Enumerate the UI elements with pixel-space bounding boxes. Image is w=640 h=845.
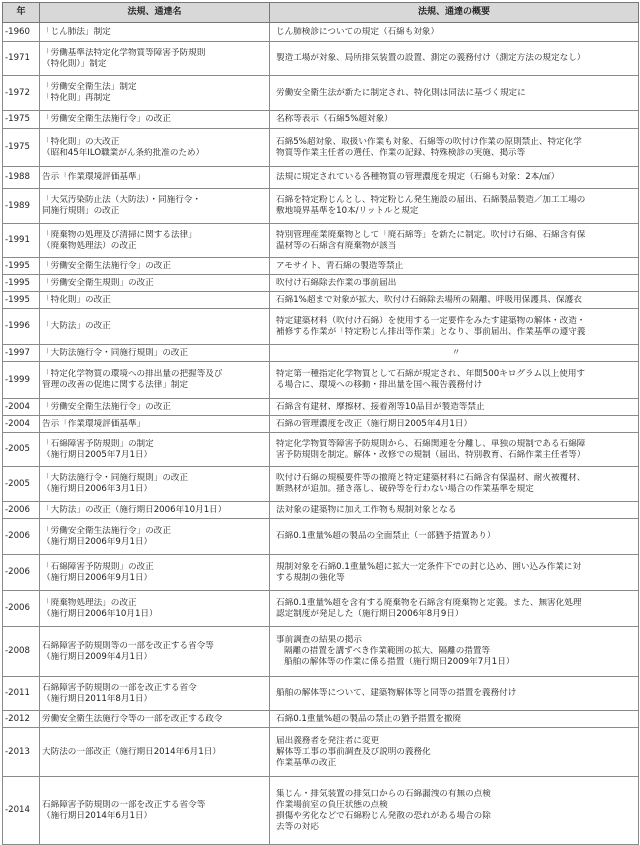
year-cell: -2014 xyxy=(3,777,40,845)
table-row xyxy=(3,292,639,309)
table-row xyxy=(3,519,639,555)
year-cell: -1975 xyxy=(3,111,40,129)
table-row xyxy=(3,167,639,189)
summary-cell xyxy=(270,502,639,519)
year-cell: -2005 xyxy=(3,467,40,502)
summary-line: 石綿0.1重量%超を含有する廃棄物を石綿含有廃棄物と定義。また、無害化処理 xyxy=(276,597,582,608)
year-cell: -2006 xyxy=(3,502,40,519)
law-name-cell xyxy=(40,627,270,677)
summary-cell xyxy=(270,399,639,416)
law-name-cell xyxy=(40,258,270,275)
law-name-line: 大防法の一部改正（施行期日2014年6月1日） xyxy=(42,746,221,757)
summary-line: 温材等の石綿含有廃棄物が該当 xyxy=(276,240,397,251)
law-name-line: 「特化則」の改正 xyxy=(42,294,111,305)
year-cell: -2006 xyxy=(3,591,40,627)
summary-cell xyxy=(270,416,639,433)
law-name-line: 「特化則」再制定 xyxy=(42,93,111,103)
law-name-cell xyxy=(40,292,270,309)
year-cell: -1995 xyxy=(3,292,40,309)
summary-line: 特別管理産業廃棄物として「廃石綿等」を新たに制定。吹付け石綿、石綿含有保 xyxy=(276,229,586,240)
law-name-cell xyxy=(40,677,270,711)
law-name-line: 「大防法」の改正 xyxy=(42,321,111,331)
summary-line: 事前調査の結果の掲示 xyxy=(276,635,362,645)
law-name-line: 「特定化学物質の環境への排出量の把握等及び xyxy=(42,369,223,379)
law-name-line: （廃棄物処理法）の改正 xyxy=(42,240,137,251)
summary-line: 特定建築材料（吹付け石綿）を使用する一定要件をみたす建築物の解体・改造・ xyxy=(276,315,586,326)
year-cell: -1972 xyxy=(3,76,40,111)
table-row xyxy=(3,591,639,627)
table-row xyxy=(3,309,639,345)
law-name-line: 労働安全衛生法施行令等の一部を改正する政令 xyxy=(42,713,223,724)
summary-line: 吹付け石綿除去作業の事前届出 xyxy=(276,277,397,288)
table-row xyxy=(3,76,639,111)
law-name-line: 石綿障害予防規則の一部を改正する省令等 xyxy=(42,799,206,810)
table-row xyxy=(3,555,639,591)
law-name-cell xyxy=(40,399,270,416)
summary-line: 物質等作業主任者の選任、作業の記録、特殊検診の実施、掲示等 xyxy=(276,147,526,158)
summary-cell xyxy=(270,42,639,76)
year-cell: -2004 xyxy=(3,416,40,433)
table-row xyxy=(3,728,639,777)
header-summary: 法規、通達の概要 xyxy=(270,3,639,23)
summary-line: 認定制度が発足した（施行期日2006年8月9日） xyxy=(276,608,464,619)
law-name-line: （施行期日2006年9月1日） xyxy=(42,536,153,547)
summary-cell xyxy=(270,555,639,591)
law-name-cell xyxy=(40,23,270,42)
table-row xyxy=(3,345,639,362)
law-name-line: 「大気汚染防止法（大防法）・同施行令・ xyxy=(42,195,201,205)
law-name-cell xyxy=(40,309,270,345)
summary-cell xyxy=(270,111,639,129)
asbestos-regulation-table xyxy=(2,2,639,845)
summary-line: アモサイト、青石綿の製造等禁止 xyxy=(276,260,404,271)
summary-line: 特定化学物質等障害予防規則から、石綿関連を分離し、単独の規制である石綿障 xyxy=(276,438,586,449)
summary-line: 石綿を特定粉じんとし、特定粉じん発生施設の届出、石綿製品製造／加工工場の xyxy=(276,195,586,205)
law-name-cell xyxy=(40,711,270,728)
law-name-line: （特化則）」制定 xyxy=(42,58,107,69)
year-cell: -1995 xyxy=(3,258,40,275)
table-row xyxy=(3,502,639,519)
summary-line: 害予防規則を制定。解体・改修での規制（届出、特別教育、石綿作業主任者等） xyxy=(276,449,586,460)
summary-line: 届出義務者を発注者に変更 xyxy=(276,735,380,746)
summary-line: 〃 xyxy=(451,347,461,358)
law-name-line: 同施行規則」の改正 xyxy=(42,206,120,216)
law-name-line: 「石綿障害予防規則」の改正 xyxy=(42,561,154,572)
year-cell: -2011 xyxy=(3,677,40,711)
summary-line: 石綿の管理濃度を改正（施行期日2005年4月1日） xyxy=(276,418,473,429)
law-name-line: 「労働基準法特定化学物質等障害予防規則 xyxy=(42,47,206,58)
summary-cell xyxy=(270,292,639,309)
law-name-line: （施行期日2014年6月1日） xyxy=(42,810,153,821)
summary-cell xyxy=(270,591,639,627)
law-name-line: 「労働安全衛生法施行令」の改正 xyxy=(42,401,171,412)
law-name-line: 石綿障害予防規則等の一部を改正する省令等 xyxy=(42,640,214,651)
summary-line: 隔離の措置を講ずべき作業範囲の拡大、隔離の措置等 xyxy=(284,646,491,656)
year-cell: -2012 xyxy=(3,711,40,728)
summary-line: 補修する作業が「特定粉じん排出等作業」となり、事前届出、作業基準の遵守義 xyxy=(276,326,586,337)
summary-cell xyxy=(270,345,639,362)
summary-cell xyxy=(270,167,639,189)
summary-line: 製造工場が対象、局所排気装置の設置、測定の義務付け（測定方法の規定なし） xyxy=(276,53,586,63)
year-cell: -2013 xyxy=(3,728,40,777)
summary-cell xyxy=(270,23,639,42)
law-name-line: 「労働安全衛生法施行令」の改正 xyxy=(42,525,171,536)
table-row xyxy=(3,777,639,845)
table-row xyxy=(3,711,639,728)
table-row xyxy=(3,275,639,292)
year-cell: -2005 xyxy=(3,433,40,467)
summary-line: 集じん・排気装置の排気口からの石綿漏洩の有無の点検 xyxy=(276,788,491,799)
summary-cell xyxy=(270,728,639,777)
summary-line: 石綿0.1重量%超の製品の全面禁止（一部猶予措置あり） xyxy=(276,531,496,541)
summary-line: 石綿1%超まで対象が拡大、吹付け石綿除去場所の隔離、呼吸用保護具、保護衣 xyxy=(276,294,582,305)
year-cell: -1971 xyxy=(3,42,40,76)
law-name-cell xyxy=(40,345,270,362)
summary-cell xyxy=(270,129,639,167)
table-row xyxy=(3,129,639,167)
summary-cell xyxy=(270,627,639,677)
summary-cell xyxy=(270,777,639,845)
law-name-line: 告示「作業環境評価基準」 xyxy=(42,172,146,182)
summary-line: 作業基準の改正 xyxy=(276,757,337,768)
summary-line: 吹付け石綿の規模要件等の撤廃と特定建築材料に石綿含有保温材、耐火被覆材、 xyxy=(276,473,586,483)
summary-cell xyxy=(270,275,639,292)
header-year: 年 xyxy=(3,3,40,23)
table-row xyxy=(3,258,639,275)
summary-line: る場合に、環境への移動・排出量を国へ報告義務付け xyxy=(276,380,483,390)
law-name-line: 「石綿障害予防規則」の制定 xyxy=(42,438,154,449)
law-name-cell xyxy=(40,433,270,467)
summary-line: 労働安全衛生法が新たに制定され、特化則は同法に基づく規定に xyxy=(276,87,526,98)
summary-cell xyxy=(270,76,639,111)
table-row xyxy=(3,42,639,76)
law-name-cell xyxy=(40,362,270,399)
law-name-line: 「大防法施行令・同施行規則」の改正 xyxy=(42,347,189,358)
year-cell: -1996 xyxy=(3,309,40,345)
law-name-line: 「大防法」の改正（施行期日2006年10月1日） xyxy=(42,504,227,515)
year-cell: -1960 xyxy=(3,23,40,42)
law-name-line: （施行期日2006年3月1日） xyxy=(42,484,153,494)
summary-line: 特定第一種指定化学物質として石綿が規定され、年間500キログラム以上使用す xyxy=(276,369,586,379)
header-row xyxy=(3,3,639,23)
law-name-line: 「廃棄物の処理及び清掃に関する法律」 xyxy=(42,229,197,240)
law-name-cell xyxy=(40,591,270,627)
year-cell: -1988 xyxy=(3,167,40,189)
law-name-cell xyxy=(40,167,270,189)
law-name-cell xyxy=(40,42,270,76)
table-row xyxy=(3,399,639,416)
summary-cell xyxy=(270,189,639,224)
law-name-cell xyxy=(40,502,270,519)
header-law-name: 法規、通達名 xyxy=(40,3,270,23)
summary-line: 名称等表示（石綿5%超対象） xyxy=(276,114,393,124)
year-cell: -1989 xyxy=(3,189,40,224)
year-cell: -1975 xyxy=(3,129,40,167)
summary-line: じん肺検診についての規定（石綿も対象） xyxy=(276,26,440,37)
law-name-cell xyxy=(40,189,270,224)
table-row xyxy=(3,224,639,258)
law-name-line: （施行期日2006年10月1日） xyxy=(42,608,158,619)
law-name-line: （施行期日2006年9月1日） xyxy=(42,572,153,583)
law-name-line: 「大防法施行令・同施行規則」の改正 xyxy=(42,473,189,483)
law-name-line: 「労働安全衛生規則」の改正 xyxy=(42,277,154,288)
summary-line: 断熱材が追加。掻き落し、破砕等を行わない場合の作業基準を規定 xyxy=(276,484,534,494)
law-name-cell xyxy=(40,111,270,129)
law-name-cell xyxy=(40,224,270,258)
law-name-line: 「廃棄物処理法」の改正 xyxy=(42,597,137,608)
year-cell: -2006 xyxy=(3,519,40,555)
law-name-cell xyxy=(40,555,270,591)
summary-cell xyxy=(270,258,639,275)
year-cell: -1991 xyxy=(3,224,40,258)
summary-line: 船舶の解体等の作業に係る措置（施行期日2009年7月1日） xyxy=(284,657,515,667)
year-cell: -2004 xyxy=(3,399,40,416)
law-name-line: （施行期日2005年7月1日） xyxy=(42,449,153,460)
law-name-line: 「労働安全衛生法」制定 xyxy=(42,82,137,92)
law-name-cell xyxy=(40,519,270,555)
summary-line: 去等の対応 xyxy=(276,821,319,832)
summary-line: 損傷や劣化などで石綿粉じん発散の恐れがある場合の除 xyxy=(276,810,491,821)
summary-cell xyxy=(270,677,639,711)
summary-cell xyxy=(270,309,639,345)
year-cell: -1995 xyxy=(3,275,40,292)
year-cell: -1997 xyxy=(3,345,40,362)
table-row xyxy=(3,433,639,467)
summary-cell xyxy=(270,224,639,258)
table-row xyxy=(3,362,639,399)
table-row xyxy=(3,23,639,42)
law-name-cell xyxy=(40,416,270,433)
table-body xyxy=(3,23,639,845)
law-name-line: 「特化則」の大改正 xyxy=(42,136,120,147)
table-row xyxy=(3,416,639,433)
summary-line: 規制対象を石綿0.1重量%超に拡大一定条件下での封じ込め、囲い込み作業に対 xyxy=(276,561,582,572)
law-name-line: 「労働安全衛生法施行令」の改正 xyxy=(42,114,171,124)
summary-line: 法規に規定されている各種物質の管理濃度を規定（石綿も対象：2本/㎠） xyxy=(276,172,560,182)
summary-cell xyxy=(270,519,639,555)
table-row xyxy=(3,467,639,502)
summary-cell xyxy=(270,362,639,399)
law-name-cell xyxy=(40,76,270,111)
summary-line: 作業場前室の負圧状態の点検 xyxy=(276,799,388,810)
table-row xyxy=(3,627,639,677)
summary-cell xyxy=(270,467,639,502)
summary-line: 石綿0.1重量%超の製品の禁止の猶予措置を撤廃 xyxy=(276,713,462,724)
summary-line: 石綿含有建材、摩擦材、接着剤等10品目が製造等禁止 xyxy=(276,401,485,412)
law-name-line: 「労働安全衛生法施行令」の改正 xyxy=(42,260,171,271)
summary-line: 船舶の解体等について、建築物解体等と同等の措置を義務付け xyxy=(276,688,517,698)
law-name-cell xyxy=(40,467,270,502)
summary-line: する規制の強化等 xyxy=(276,572,345,583)
table-row xyxy=(3,111,639,129)
summary-cell xyxy=(270,433,639,467)
law-name-cell xyxy=(40,275,270,292)
law-name-cell xyxy=(40,728,270,777)
law-name-line: （施行期日2009年4月1日） xyxy=(42,651,153,662)
summary-line: 石綿5%超対象、取扱い作業も対象、石綿等の吹付け作業の原則禁止、特定化学 xyxy=(276,136,582,147)
table-row xyxy=(3,189,639,224)
law-name-cell xyxy=(40,129,270,167)
law-name-line: （昭和45年ILO職業がん条約批准のため） xyxy=(42,147,205,158)
year-cell: -1999 xyxy=(3,362,40,399)
summary-cell xyxy=(270,711,639,728)
year-cell: -2006 xyxy=(3,555,40,591)
law-name-line: （施行期日2011年8月1日） xyxy=(42,693,153,704)
summary-line: 法対象の建築物に加え工作物も規制対象となる xyxy=(276,504,457,515)
table-row xyxy=(3,677,639,711)
law-name-line: 告示「作業環境評価基準」 xyxy=(42,418,146,429)
law-name-line: 管理の改善の促進に関する法律」制定 xyxy=(42,380,189,390)
law-name-cell xyxy=(40,777,270,845)
year-cell: -2008 xyxy=(3,627,40,677)
summary-line: 解体等工事の事前調査及び説明の義務化 xyxy=(276,746,431,757)
law-name-line: 石綿障害予防規則の一部を改正する省令 xyxy=(42,682,197,693)
summary-line: 敷地境界基準を10本/リットルと規定 xyxy=(276,206,419,216)
law-name-line: 「じん肺法」制定 xyxy=(42,26,111,37)
